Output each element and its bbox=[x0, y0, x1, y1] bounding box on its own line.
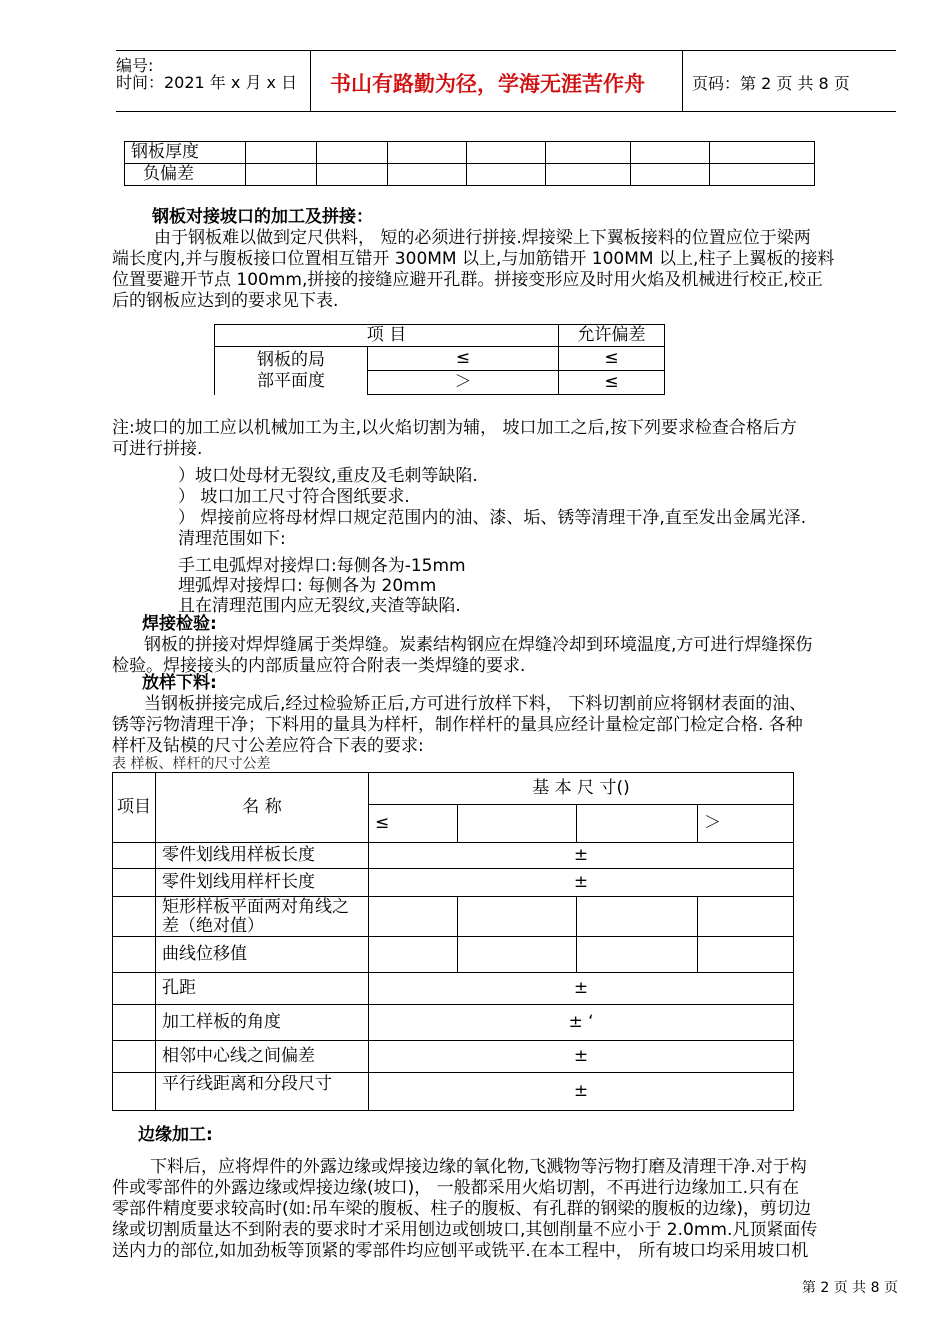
flatness-r2-tol: ≤ bbox=[559, 371, 665, 395]
thickness-table bbox=[124, 141, 815, 186]
note-line-1: 注:坡口的加工应以机械加工为主,以火焰切割为辅， 坡口加工之后,按下列要求检查合格后方 bbox=[112, 418, 797, 438]
tol-row-name: 孔距 bbox=[156, 973, 369, 1005]
table-caption: 表 样板、样杆的尺寸公差 bbox=[112, 756, 271, 772]
check-item-2: ） 坡口加工尺寸符合图纸要求. bbox=[178, 487, 410, 507]
tol-row-value: ± bbox=[369, 869, 794, 897]
flatness-col-item: 项 目 bbox=[215, 325, 559, 347]
tol-row-value: ± bbox=[369, 843, 794, 869]
table-row bbox=[113, 1073, 794, 1111]
serial-label: 编号: bbox=[116, 56, 154, 75]
check-submerged-arc: 埋弧焊对接焊口: 每侧各为 20mm bbox=[178, 576, 437, 596]
flatness-r1-tol: ≤ bbox=[559, 347, 665, 371]
check-no-defects: 且在清理范围内应无裂纹,夹渣等缺陷. bbox=[178, 596, 461, 616]
check-manual-arc: 手工电弧焊对接焊口:每侧各为-15mm bbox=[178, 556, 466, 576]
thickness-label: 钢板厚度 bbox=[125, 142, 246, 164]
section-title-inspection: 焊接检验: bbox=[142, 614, 217, 634]
time-label: 时间：2021 年 x 月 x 日 bbox=[116, 73, 298, 92]
table-row bbox=[113, 1041, 794, 1073]
check-item-3: ） 焊接前应将母材焊口规定范围内的油、漆、垢、锈等清理干净,直至发出金属光泽. bbox=[178, 508, 807, 528]
table-row bbox=[113, 973, 794, 1005]
check-clean-range: 清理范围如下: bbox=[178, 529, 286, 549]
edge-para-5: 送内力的部位,如加劲板等顶紧的零部件均应刨平或铣平.在本工程中， 所有坡口均采用坡口机 bbox=[112, 1241, 809, 1261]
tol-row-name: 相邻中心线之间偏差 bbox=[156, 1041, 369, 1073]
layout-para-1: 当钢板拼接完成后,经过检验矫正后,方可进行放样下料， 下料切割前应将钢材表面的油、 bbox=[144, 694, 807, 714]
tol-header-le: ≤ bbox=[369, 805, 458, 843]
header-divider-right bbox=[682, 51, 683, 111]
tol-row-name: 零件划线用样杆长度 bbox=[156, 869, 369, 897]
tol-row-name: 曲线位移值 bbox=[156, 937, 369, 973]
tol-header-name: 名 称 bbox=[156, 773, 369, 843]
tol-header-gt: ＞ bbox=[698, 805, 794, 843]
tol-row-value: ± bbox=[369, 1041, 794, 1073]
flatness-table bbox=[214, 324, 665, 395]
inspect-para-1: 钢板的拼接对焊焊缝属于类焊缝。炭素结构钢应在焊缝冷却到环境温度,方可进行焊缝探伤 bbox=[144, 635, 813, 655]
edge-para-2: 件或零部件的外露边缘或焊接边缘(坡口)， 一般都采用火焰切割，不再进行边缘加工.只有在 bbox=[112, 1178, 800, 1198]
neg-tolerance-label: 负偏差 bbox=[125, 164, 246, 186]
note-line-2: 可进行拼接. bbox=[112, 439, 203, 459]
header-motto: 书山有路勤为径，学海无涯苦作舟 bbox=[330, 72, 645, 96]
flatness-row-label-2: 部平面度 bbox=[257, 370, 325, 391]
groove-para-1: 由于钢板难以做到定尺供料， 短的必须进行拼接.焊接梁上下翼板接料的位置应位于梁两 bbox=[154, 228, 811, 248]
tol-row-name: 矩形样板平面两对角线之差（绝对值） bbox=[156, 897, 369, 937]
table-row bbox=[113, 843, 794, 869]
flatness-col-tolerance: 允许偏差 bbox=[559, 325, 665, 347]
footer-page-number: 第 2 页 共 8 页 bbox=[801, 1280, 898, 1296]
tol-header-item: 项目 bbox=[113, 773, 156, 843]
section-title-layout: 放样下料: bbox=[142, 673, 217, 693]
inspect-para-2: 检验。焊接接头的内部质量应符合附表一类焊缝的要求. bbox=[112, 656, 526, 676]
table-row bbox=[113, 869, 794, 897]
edge-para-3: 零部件精度要求较高时(如:吊车梁的腹板、柱子的腹板、有孔群的钢梁的腹板的边缘)，剪切边 bbox=[112, 1199, 811, 1219]
table-row bbox=[113, 897, 794, 937]
tol-header-basic: 基 本 尺 寸() bbox=[369, 773, 794, 805]
edge-para-4: 缘或切割质量达不到附表的要求时才采用刨边或刨坡口,其刨削量不应小于 2.0mm.凡顶紧面传 bbox=[112, 1220, 818, 1240]
header-page-label: 页码：第 2 页 共 8 页 bbox=[692, 74, 850, 93]
table-row bbox=[113, 1005, 794, 1041]
groove-para-4: 后的钢板应达到的要求见下表. bbox=[112, 291, 339, 311]
tol-row-value: ± bbox=[369, 1073, 794, 1111]
section-title-groove: 钢板对接坡口的加工及拼接： bbox=[152, 207, 373, 227]
tol-row-name: 加工样板的角度 bbox=[156, 1005, 369, 1041]
page-header bbox=[116, 50, 896, 112]
edge-para-1: 下料后，应将焊件的外露边缘或焊接边缘的氧化物,飞溅物等污物打磨及清理干净.对于构 bbox=[150, 1157, 807, 1177]
section-title-edge: 边缘加工: bbox=[138, 1125, 213, 1145]
table-row bbox=[113, 937, 794, 973]
flatness-row-label bbox=[215, 347, 368, 395]
check-item-1: ）坡口处母材无裂纹,重皮及毛刺等缺陷. bbox=[178, 466, 478, 486]
flatness-r1-cond: ≤ bbox=[368, 347, 559, 371]
header-divider-left bbox=[310, 51, 311, 111]
layout-para-3: 样杆及钻模的尺寸公差应符合下表的要求: bbox=[112, 736, 424, 756]
flatness-row-label-1: 钢板的局 bbox=[257, 349, 325, 370]
tol-row-name: 零件划线用样板长度 bbox=[156, 843, 369, 869]
tol-row-value: ± bbox=[369, 973, 794, 1005]
groove-para-3: 位置要避开节点 100mm,拼接的接缝应避开孔群。拼接变形应及时用火焰及机械进行校正,校正 bbox=[112, 270, 823, 290]
layout-para-2: 锈等污物清理干净；下料用的量具为样杆，制作样杆的量具应经计量检定部门检定合格. 各种 bbox=[112, 715, 803, 735]
tolerance-table bbox=[112, 772, 794, 1111]
tol-row-name: 平行线距离和分段尺寸 bbox=[156, 1073, 369, 1111]
groove-para-2: 端长度内,并与腹板接口位置相互错开 300MM 以上,与加筋错开 100MM 以上,柱子上翼板的接料 bbox=[112, 249, 835, 269]
tol-row-value: ± ‘ bbox=[369, 1005, 794, 1041]
flatness-r2-cond: ＞ bbox=[368, 371, 559, 395]
